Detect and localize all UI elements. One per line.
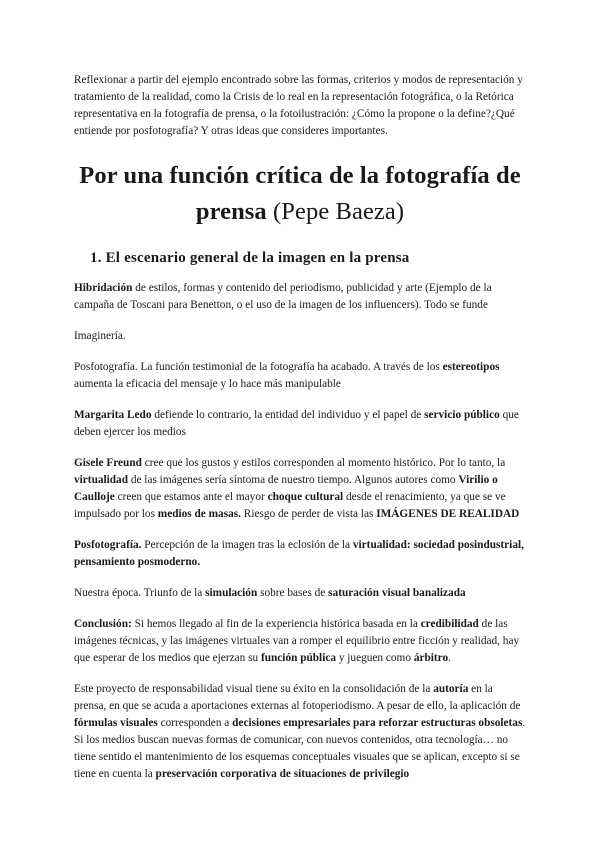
text-run: aumenta la eficacia del mensaje y lo hace más manipulable <box>74 378 341 390</box>
bold-text: función pública <box>260 652 336 664</box>
text-run: Riesgo de perder de vista las <box>240 508 377 520</box>
text-run: que deben ejercer los medios <box>74 409 519 438</box>
bold-text: fórmulas visuales <box>74 717 158 729</box>
bold-text: Hibridación <box>74 282 133 294</box>
intro-paragraph: Reflexionar a partir del ejemplo encontrado sobre las formas, criterios y modos de representación y tratamiento de la realidad, como la Crisis de lo real en la representación fotográfica, o la Retórica representativa en la fotografía de prensa, o la fotoilustración: ¿Cómo la propone o la define?¿Qué entiende por posfotografía? Y otras ideas que consideres importantes. <box>74 74 523 137</box>
body-paragraph <box>74 407 526 441</box>
bold-text: Margarita Ledo <box>74 409 152 421</box>
bold-text: simulación <box>205 587 258 599</box>
title-main: Por una función crítica de la fotografía de prensa <box>79 162 521 225</box>
text-run: de estilos, formas y contenido del periodismo, publicidad y arte (Ejemplo de la campaña de Toscani para Benetton, o el uso de la imagen de los influencers). Todo se funde <box>74 282 492 311</box>
text-run: corresponden a <box>157 717 233 729</box>
text-run: creen que estamos ante el mayor <box>114 491 268 503</box>
text-run: en la prensa, en que se acuda a aportaciones externas al fotoperiodismo. A pesar de ello, la aplicación de <box>74 683 521 712</box>
text-run: de las imágenes sería síntoma de nuestro tiempo. Algunos autores como <box>128 474 459 486</box>
bold-text: credibilidad <box>420 618 479 630</box>
text-run: . <box>448 652 451 664</box>
body-paragraphs <box>74 280 526 783</box>
text-run: Imaginería. <box>74 330 126 342</box>
body-paragraph <box>74 280 526 314</box>
body-paragraph <box>74 328 526 345</box>
body-paragraph <box>74 455 526 523</box>
text-run: Nuestra época. Triunfo de la <box>74 587 206 599</box>
document-title <box>74 158 526 230</box>
bold-text: virtualidad <box>74 474 128 486</box>
section-heading: 1. El escenario general de la imagen en la prensa <box>90 250 410 266</box>
text-run: sobre bases de <box>257 587 329 599</box>
text-run: Este proyecto de responsabilidad visual tiene su éxito en la consolidación de la <box>74 683 434 695</box>
text-run: . Si los medios buscan nuevas formas de comunicar, con nuevos contenidos, otra tecnología… no tiene sentido el mantenimiento de los esquemas conceptuales visuales que se aplican, excepto si se tiene en cuenta la <box>74 717 526 780</box>
text-run: Percepción de la imagen tras la eclosión de la <box>141 539 353 551</box>
bold-text: medios de masas. <box>157 508 241 520</box>
bold-text: Gisele Freund <box>74 457 142 469</box>
bold-text: autoría <box>433 683 469 695</box>
body-paragraph <box>74 537 526 571</box>
body-paragraph <box>74 585 526 602</box>
text-run: de las imágenes técnicas, y las imágenes virtuales van a romper el equilibrio entre ficción y realidad, hay que esperar de los medios que ejerzan su <box>74 618 520 664</box>
text-run: y jueguen como <box>336 652 414 664</box>
bold-text: virtualidad: sociedad posindustrial, pensamiento posmoderno. <box>74 539 524 568</box>
title-author: (Pepe Baeza) <box>273 198 405 225</box>
text-run: Si hemos llegado al fin de la experiencia histórica basada en la <box>131 618 421 630</box>
body-paragraph <box>74 616 526 667</box>
bold-text: servicio público <box>424 409 500 421</box>
bold-text: IMÁGENES DE REALIDAD <box>376 508 520 520</box>
bold-text: Virilio o Caulloje <box>74 474 498 503</box>
bold-text: saturación visual banalizada <box>328 587 466 599</box>
bold-text: árbitro <box>413 652 449 664</box>
bold-text: Posfotografía. <box>74 539 142 551</box>
body-paragraph <box>74 359 526 393</box>
bold-text: choque cultural <box>267 491 344 503</box>
text-run: defiende lo contrario, la entidad del individuo y el papel de <box>151 409 425 421</box>
bold-text: preservación corporativa de situaciones de privilegio <box>155 768 410 780</box>
body-paragraph <box>74 681 526 783</box>
bold-text: decisiones empresariales para reforzar estructuras obsoletas <box>232 717 523 729</box>
bold-text: Conclusión: <box>74 618 132 630</box>
text-run: desde el renacimiento, ya que se ve impulsado por los <box>74 491 506 520</box>
bold-text: estereotipos <box>442 361 500 373</box>
text-run: Posfotografía. La función testimonial de la fotografía ha acabado. A través de los <box>74 361 443 373</box>
text-run: cree que los gustos y estilos corresponden al momento histórico. Por lo tanto, la <box>141 457 506 469</box>
